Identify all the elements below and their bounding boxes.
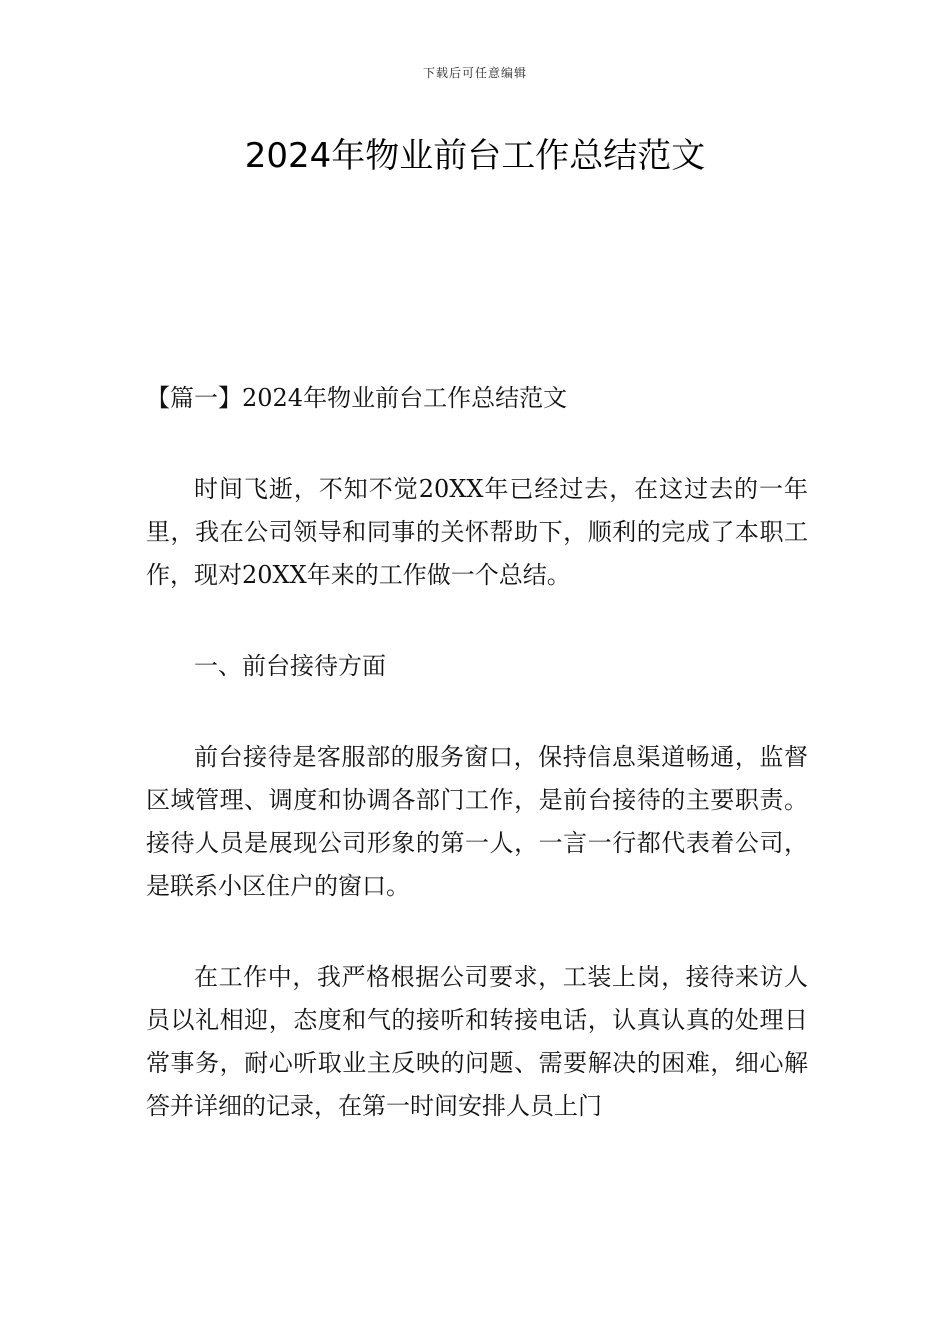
page-header-note: 下载后可任意编辑 (422, 66, 527, 80)
paragraph-intro: 时间飞逝，不知不觉20XX年已经过去，在这过去的一年里，我在公司领导和同事的关怀帮助下，顺利的完成了本职工作，现对20XX年来的工作做一个总结。 (146, 475, 808, 589)
subheading-front-desk: 一、前台接待方面 (194, 652, 386, 680)
paragraph-front-desk-role: 前台接待是客服部的服务窗口，保持信息渠道畅通，监督区域管理、调度和协调各部门工作，是前台接待的主要职责。接待人员是展现公司形象的第一人，一言一行都代表着公司，是联系小区住户的窗口。 (146, 743, 808, 900)
document-body (146, 377, 808, 1176)
section-heading: 【篇一】2024年物业前台工作总结范文 (146, 384, 568, 412)
document-title: 2024年物业前台工作总结范文 (244, 136, 706, 176)
paragraph-work-details: 在工作中，我严格根据公司要求，工装上岗，接待来访人员以礼相迎，态度和气的接听和转接电话，认真认真的处理日常事务，耐心听取业主反映的问题、需要解决的困难，细心解答并详细的记录，在第一时间安排人员上门 (146, 963, 808, 1120)
